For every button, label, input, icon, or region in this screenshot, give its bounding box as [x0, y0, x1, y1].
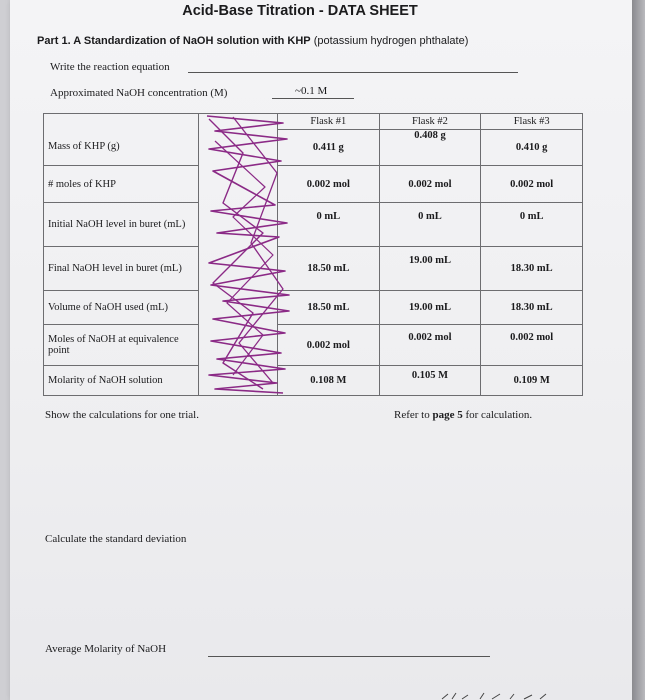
flask-1-header: Flask #1 [278, 114, 380, 130]
part-khp: KHP [287, 35, 311, 47]
table-cell[interactable]: 0.109 M [481, 366, 583, 396]
table-row-label: # moles of KHP [44, 166, 199, 203]
part-suffix: (potassium hydrogen phthalate) [313, 35, 469, 47]
table-cell[interactable]: 0 mL [481, 203, 583, 247]
table-cell[interactable]: 0.002 mol [379, 325, 481, 366]
refer-pre: Refer to [394, 409, 430, 421]
approx-concentration-line [272, 98, 354, 99]
scribbled-column [199, 114, 278, 396]
reaction-equation-label: Write the reaction equation [50, 61, 170, 73]
background-edge [632, 0, 645, 700]
table-row [44, 203, 583, 247]
refer-page: page 5 [432, 409, 463, 421]
average-molarity-label: Average Molarity of NaOH [45, 643, 167, 655]
table-cell[interactable]: 0.002 mol [278, 166, 380, 203]
table-row [44, 247, 583, 291]
table-cell[interactable]: 18.50 mL [278, 291, 380, 325]
table-cell[interactable]: 19.00 mL [379, 291, 481, 325]
approx-concentration-value: ~0.1 M [295, 85, 328, 97]
table-cell[interactable]: 0 mL [278, 203, 380, 247]
table-row-label: Initial NaOH level in buret (mL) [44, 203, 199, 247]
table-row-label: Molarity of NaOH solution [44, 366, 199, 396]
table-cell[interactable]: 0.002 mol [481, 166, 583, 203]
table-cell[interactable]: 0.411 g [278, 130, 380, 166]
table-cell[interactable]: 0.408 g [379, 130, 481, 166]
part-prefix: Part 1. A Standardization of [37, 35, 180, 47]
part-middle: solution with [216, 35, 285, 47]
approx-concentration-label: Approximated NaOH concentration (M) [50, 87, 228, 99]
table-header-row [44, 114, 583, 130]
average-molarity-line[interactable] [208, 656, 490, 657]
show-calculations-label: Show the calculations for one trial. [45, 409, 199, 421]
data-sheet-page [10, 0, 632, 700]
titration-data-table [43, 113, 583, 396]
table-cell[interactable]: 0.002 mol [481, 325, 583, 366]
table-row [44, 366, 583, 396]
table-cell[interactable]: 18.30 mL [481, 291, 583, 325]
table-cell[interactable]: 0.105 M [379, 366, 481, 396]
refer-post: for calculation. [465, 409, 533, 421]
table-row [44, 291, 583, 325]
table-cell[interactable]: 0.002 mol [379, 166, 481, 203]
table-cell[interactable]: 18.30 mL [481, 247, 583, 291]
table-cell[interactable]: 19.00 mL [379, 247, 481, 291]
page-title: Acid-Base Titration - DATA SHEET [182, 3, 418, 19]
standard-deviation-label: Calculate the standard deviation [45, 533, 187, 545]
table-row-label: Mass of KHP (g) [44, 114, 199, 166]
table-cell[interactable]: 0.410 g [481, 130, 583, 166]
flask-2-header: Flask #2 [379, 114, 481, 130]
flask-3-header: Flask #3 [481, 114, 583, 130]
table-cell[interactable]: 0.108 M [278, 366, 380, 396]
table-row [44, 325, 583, 366]
table-row [44, 166, 583, 203]
refer-note [394, 409, 532, 421]
table-cell[interactable]: 18.50 mL [278, 247, 380, 291]
part-naoh: NaOH [182, 35, 214, 47]
part-heading [37, 35, 468, 47]
cutoff-text-marks [440, 690, 560, 700]
table-row-label: Final NaOH level in buret (mL) [44, 247, 199, 291]
table-row-label: Moles of NaOH at equivalence point [44, 325, 199, 366]
table-row-label: Volume of NaOH used (mL) [44, 291, 199, 325]
reaction-equation-line[interactable] [188, 72, 518, 73]
table-cell[interactable]: 0 mL [379, 203, 481, 247]
table-cell[interactable]: 0.002 mol [278, 325, 380, 366]
